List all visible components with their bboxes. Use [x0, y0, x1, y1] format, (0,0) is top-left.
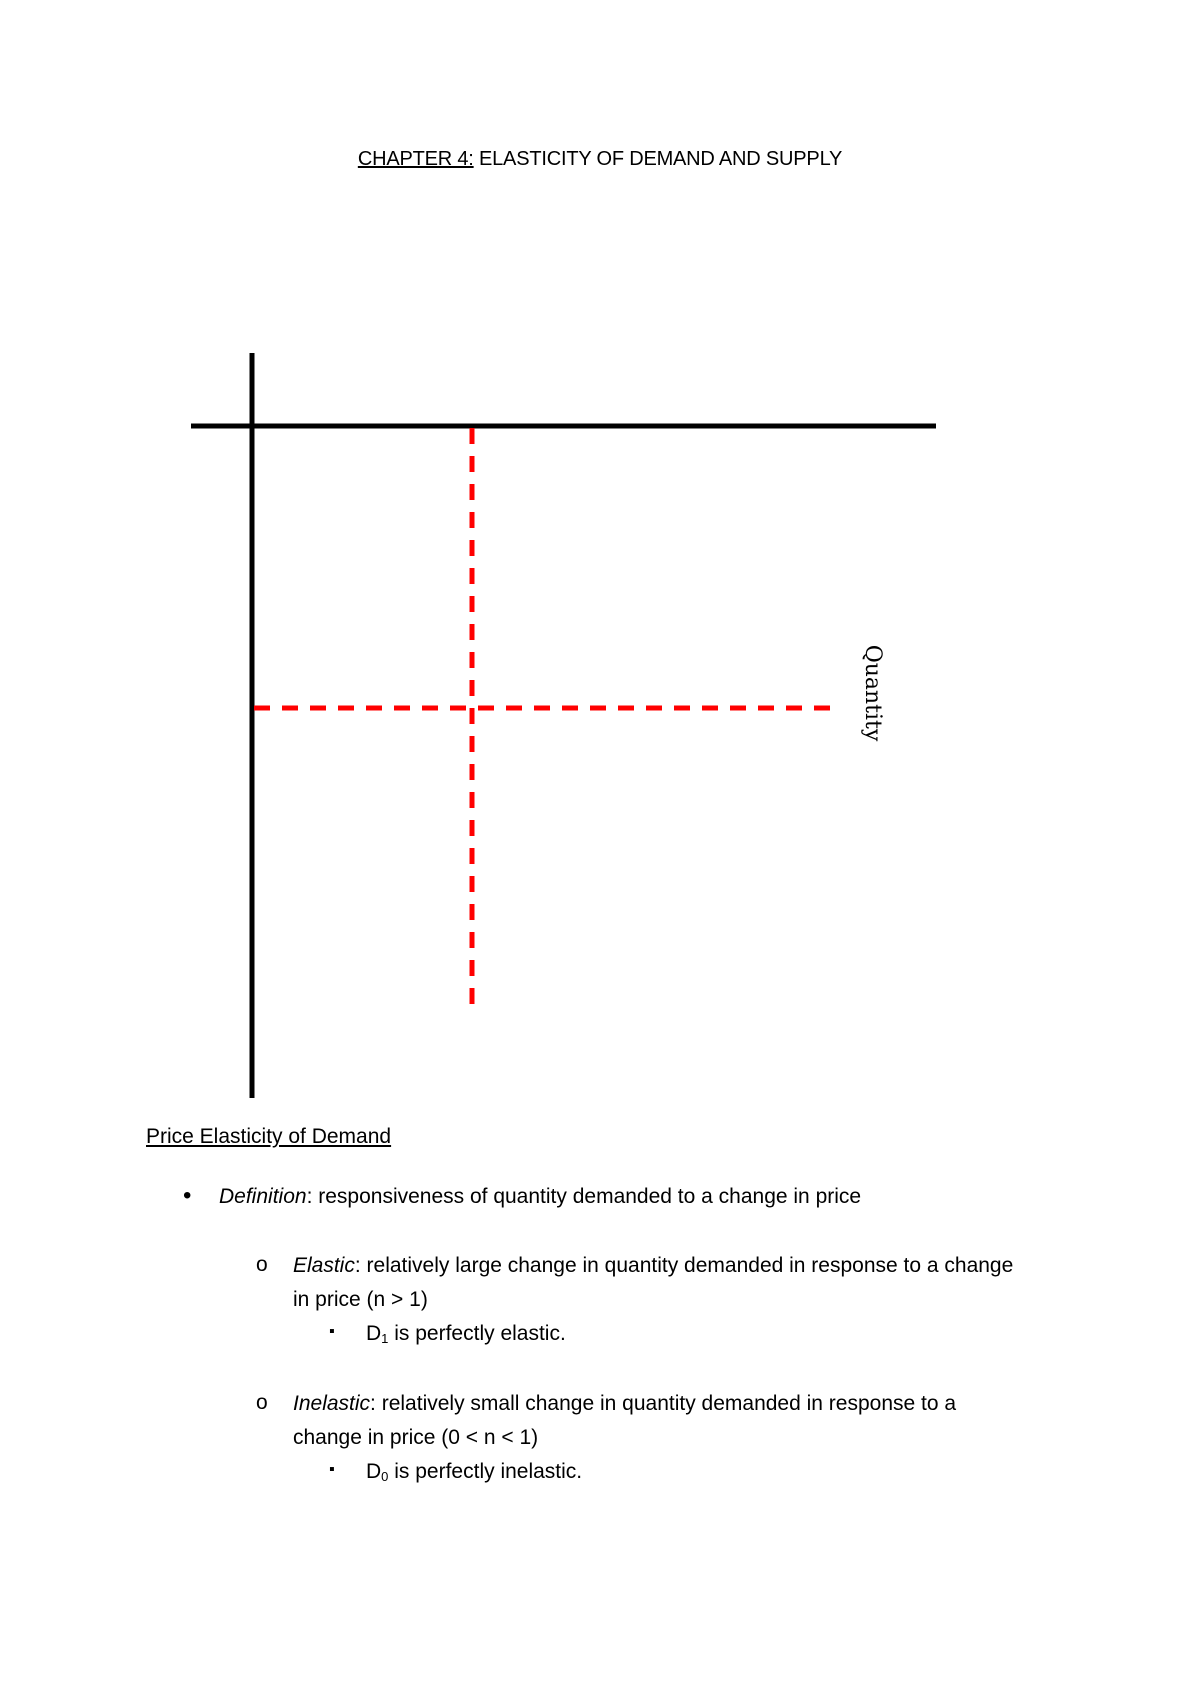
inelastic-example-symbol: D — [366, 1460, 382, 1483]
definition-term: Definition — [219, 1185, 307, 1208]
square-bullet-icon: ▪ — [329, 1323, 335, 1340]
inelastic-term: Inelastic — [293, 1392, 371, 1415]
elastic-example — [366, 1317, 566, 1356]
square-bullet-icon: ▪ — [329, 1461, 335, 1478]
elastic-item-line-2: in price (n > 1) — [293, 1288, 428, 1311]
axis-label-quantity: Quantity — [860, 644, 885, 742]
chapter-name: ELASTICITY OF DEMAND AND SUPPLY — [473, 148, 843, 170]
elastic-text-1: : relatively large change in quantity demanded in response to a change — [354, 1254, 1014, 1277]
inelastic-item-line-2: change in price (0 < n < 1) — [293, 1426, 539, 1449]
chapter-label: CHAPTER 4: — [357, 148, 474, 170]
elastic-item-line-1 — [293, 1249, 1013, 1283]
circle-bullet-icon: o — [256, 1253, 268, 1276]
section-heading: Price Elasticity of Demand — [146, 1125, 392, 1148]
inelastic-item-line-1 — [293, 1387, 956, 1421]
inelastic-text-1: : relatively small change in quantity demanded in response to a — [370, 1392, 957, 1415]
definition-item — [219, 1180, 861, 1214]
elastic-example-symbol: D — [366, 1322, 382, 1345]
inelastic-example-text: is perfectly inelastic. — [388, 1460, 583, 1483]
elastic-term: Elastic — [293, 1254, 355, 1277]
inelastic-example — [366, 1455, 582, 1494]
elastic-example-subscript: 1 — [381, 1331, 389, 1346]
bullet-icon: • — [183, 1182, 192, 1209]
definition-text: : responsiveness of quantity demanded to a change in price — [306, 1185, 862, 1208]
inelastic-example-subscript: 0 — [381, 1469, 389, 1484]
elastic-example-text: is perfectly elastic. — [388, 1322, 566, 1345]
circle-bullet-icon: o — [256, 1391, 268, 1414]
